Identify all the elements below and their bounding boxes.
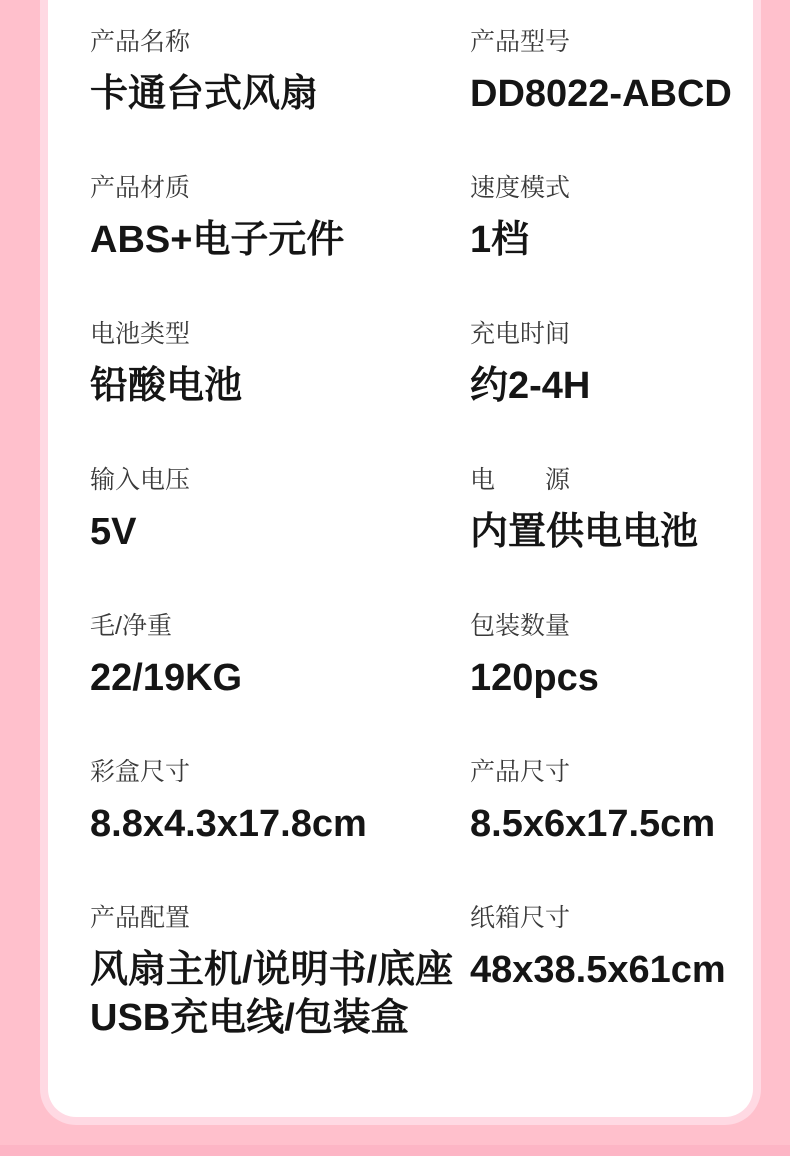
spec-label: 输入电压 <box>90 466 191 494</box>
spec-cell-product-config <box>90 902 470 1042</box>
spec-value: 5V <box>90 511 137 553</box>
spec-value-line2: USB充电线/包装盒 <box>90 997 409 1039</box>
spec-value: 48x38.5x61cm <box>470 949 726 991</box>
spec-label: 电 源 <box>470 466 571 494</box>
spec-value: DD8022-ABCD <box>470 73 732 115</box>
spec-card <box>40 0 761 1125</box>
spec-value: 约2-4H <box>470 365 591 407</box>
spec-label: 产品材质 <box>90 174 191 202</box>
spec-cell-color-box-size <box>90 756 470 848</box>
spec-label: 速度模式 <box>470 174 571 202</box>
spec-grid <box>90 26 753 1096</box>
spec-value <box>90 946 470 1042</box>
spec-cell-product-size <box>470 756 753 848</box>
spec-value: 内置供电电池 <box>470 511 699 553</box>
spec-cell-weight <box>90 610 470 702</box>
spec-cell-pack-quantity <box>470 610 753 702</box>
spec-value: 120pcs <box>470 657 599 699</box>
spec-label: 包装数量 <box>470 612 571 640</box>
spec-value: ABS+电子元件 <box>90 219 345 261</box>
spec-value: 8.8x4.3x17.8cm <box>90 803 367 845</box>
spec-cell-material <box>90 172 470 264</box>
spec-cell-carton-size <box>470 902 753 1042</box>
spec-value: 8.5x6x17.5cm <box>470 803 716 845</box>
spec-cell-product-name <box>90 26 470 118</box>
spec-label: 纸箱尺寸 <box>470 904 571 932</box>
spec-value: 卡通台式风扇 <box>90 73 319 115</box>
spec-cell-input-voltage <box>90 464 470 556</box>
spec-label: 产品尺寸 <box>470 758 571 786</box>
spec-label: 毛/净重 <box>90 612 172 640</box>
spec-value: 1档 <box>470 219 530 261</box>
spec-label: 电池类型 <box>90 320 191 348</box>
spec-label: 产品配置 <box>90 904 191 932</box>
spec-label: 产品型号 <box>470 28 571 56</box>
spec-cell-speed-mode <box>470 172 753 264</box>
spec-label: 充电时间 <box>470 320 571 348</box>
spec-value: 铅酸电池 <box>90 365 243 407</box>
spec-label: 彩盒尺寸 <box>90 758 191 786</box>
spec-cell-charge-time <box>470 318 753 410</box>
spec-label: 产品名称 <box>90 28 191 56</box>
spec-value: 22/19KG <box>90 657 243 699</box>
spec-cell-battery-type <box>90 318 470 410</box>
spec-value-line1: 风扇主机/说明书/底座 <box>90 949 454 991</box>
page-bottom-edge <box>0 1145 790 1156</box>
spec-cell-power-source <box>470 464 753 556</box>
spec-cell-product-model <box>470 26 753 118</box>
